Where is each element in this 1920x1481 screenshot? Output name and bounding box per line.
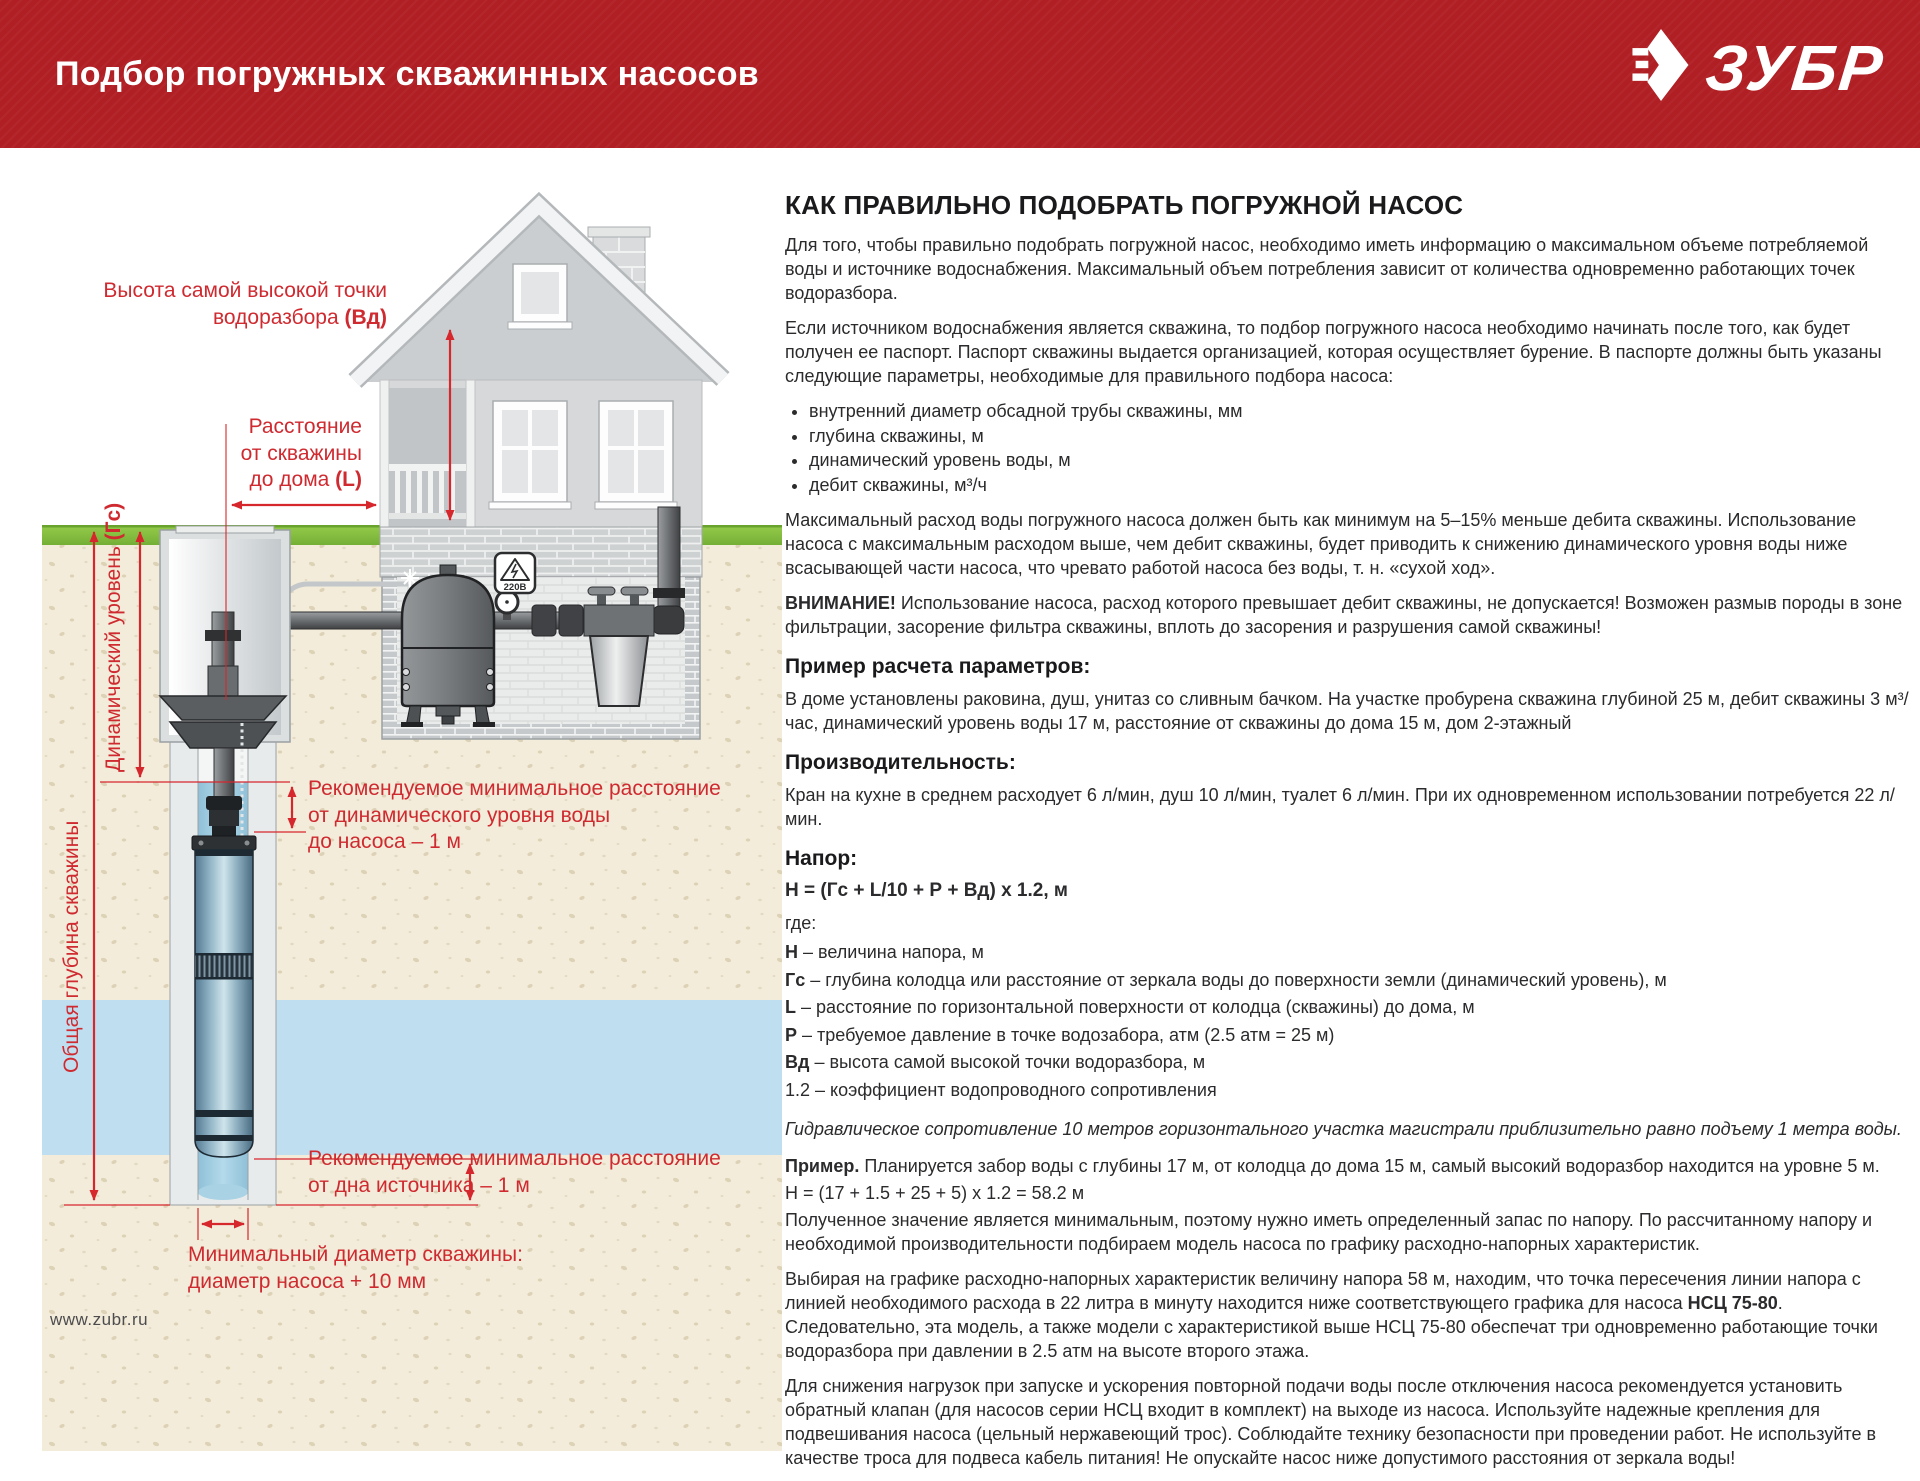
list-item: • динамический уровень воды, м: [809, 448, 1912, 473]
paragraph-intro: Для того, чтобы правильно подобрать погружной насос, необходимо иметь информацию о максимальном объеме потребляемой воды и источнике водоснабжения. Максимальный объем потребления зависит от количества одновременно работающих точек водоразбора.: [785, 235, 1869, 303]
label-total-depth: [58, 788, 85, 1106]
definition-term: L: [785, 997, 796, 1017]
label-line: Рекомендуемое минимальное расстояние: [308, 777, 721, 800]
list-item: • внутренний диаметр обсадной трубы скважины, мм: [809, 399, 1912, 424]
definition-row: [785, 996, 1912, 1020]
voltage-warning-sign: [495, 553, 535, 593]
label-dynamic-level: [100, 502, 127, 772]
label-min-diameter: [188, 1242, 523, 1295]
section-heading-head: Напор:: [785, 847, 858, 870]
paragraph-passport: Если источником водоснабжения является скважина, то подбор погружного насоса необходимо начинать после того, как будет получен ее паспорт. Паспорт скважины выдается организацией, которая осуществляет бурение. В паспорте должны быть указаны следующие параметры, необходимые для правильного подбора насоса:: [785, 318, 1882, 386]
site-url: [50, 1310, 148, 1330]
label-line: Динамический уровень: [102, 540, 125, 772]
pressure-tank: [401, 565, 495, 727]
paragraph-example-calc: В доме установлены раковина, душ, унитаз со сливным бачком. На участке пробурена скважина глубиной 25 м, дебит скважины 3 м³/час, динамический уровень воды 17 м, расстояние от скважины до дома 15 м, дом 2-этажный: [785, 689, 1909, 733]
example-text: Планируется забор воды с глубины 17 м, от колодца до дома 15 м, самый высокий водоразбор находится на уровне 5 м.: [859, 1156, 1880, 1176]
pump-intake-screen: [195, 955, 253, 977]
definition-text: – расстояние по горизонтальной поверхности от колодца (скважины) до дома, м: [796, 997, 1475, 1017]
article-column: [785, 190, 1912, 1481]
definition-row: [785, 1079, 1912, 1103]
label-min-distance-from-bottom: [308, 1146, 721, 1199]
voltage-sign-label: 220В: [503, 582, 527, 593]
label-line: Минимальный диаметр скважины:: [188, 1243, 523, 1266]
label-line: диаметр насоса + 10 мм: [188, 1269, 427, 1293]
label-line: Расстояние: [248, 415, 362, 438]
model-choice-text: . Следовательно, эта модель, а также модели с характеристикой выше НСЦ 75-80 обеспечат три одновременно работающие точки водоразбора при давлении в 2.5 атм на высоте второго этажа.: [785, 1293, 1878, 1361]
warning-text: Использование насоса, расход которого превышает дебит скважины, не допускается! Возможен размыв породы в зоне фильтрации, засорение фильтра скважины, вплоть до засорения и разрушения самой скважины!: [785, 593, 1903, 637]
definition-text: – высота самой высокой точки водоразбора, м: [809, 1052, 1206, 1072]
label-gs-symbol: (Гс): [102, 502, 125, 541]
label-line: до дома: [249, 468, 336, 491]
well: [160, 526, 290, 1205]
definition-term: Р: [785, 1024, 798, 1045]
foundation: [380, 527, 702, 577]
pipe-union: [532, 605, 556, 636]
label-min-distance-from-level: [308, 776, 721, 856]
label-line: от динамического уровня воды: [308, 803, 611, 827]
label-line: водоразбора: [213, 305, 345, 329]
window-right: [595, 401, 677, 509]
window-left: [489, 401, 571, 509]
label-line: до насоса – 1 м: [308, 830, 461, 853]
warning-label: ВНИМАНИЕ!: [785, 593, 896, 613]
paragraph-model-choice: [785, 1267, 1912, 1363]
label-highest-point: [97, 278, 387, 331]
definition-text: – глубина колодца или расстояние от зеркала воды до поверхности земли (динамический уровень), м: [805, 969, 1667, 990]
section-heading-performance: Производительность:: [785, 751, 1016, 774]
label-line: от скважины: [240, 441, 362, 465]
definition-row: [785, 969, 1912, 993]
label-line: Высота самой высокой точки: [103, 279, 387, 302]
definition-term: Гс: [785, 969, 806, 990]
section-heading-example-calc: Пример расчета параметров:: [785, 655, 1091, 678]
definition-text: – требуемое давление в точке водозабора, атм (2.5 атм = 25 м): [797, 1024, 1335, 1045]
site-url-text: www.zubr.ru: [50, 1310, 149, 1329]
submersible-pump: [192, 796, 256, 1157]
definition-term: Вд: [785, 1052, 810, 1072]
example-formula: Н = (17 + 1.5 + 25 + 5) x 1.2 = 58.2 м: [785, 1183, 1085, 1203]
definition-term: Н: [785, 942, 798, 962]
pipe-union: [559, 605, 583, 636]
paragraph-max-flow: Максимальный расход воды погружного насоса должен быть как минимум на 5–15% меньше дебита скважины. Использование насоса с максимальным расходом выше, чем дебит скважины, будет приводить к снижению динамического уровня воды ниже всасывающей части насоса, что чревато работой насоса без воды, т. н. «сухой ход».: [785, 510, 1857, 578]
pump-model-name: НСЦ 75-80: [1687, 1293, 1778, 1313]
example-label: Пример.: [785, 1156, 860, 1176]
where-label: где:: [785, 913, 817, 933]
label-distance-to-house: [162, 414, 362, 494]
label-line: от дна источника – 1 м: [308, 1173, 530, 1197]
paragraph-performance: Кран на кухне в среднем расходует 6 л/мин, душ 10 л/мин, туалет 6 л/мин. При их одновременном использовании потребуется 22 л/мин.: [785, 785, 1895, 829]
definition-text: – величина напора, м: [798, 942, 984, 962]
list-item: • дебит скважины, м³/ч: [809, 473, 1912, 498]
attic-window: [508, 264, 572, 329]
label-line: Рекомендуемое минимальное расстояние: [308, 1147, 721, 1170]
model-choice-text: Выбирая на графике расходно-напорных характеристик величину напора 58 м, находим, что точка пересечения линии напора с линией необходимого расхода в 22 литра в минуту находится ниже соответствующего графика для насоса: [785, 1269, 1861, 1313]
zubr-logo: [1632, 28, 1888, 107]
brand-name: ЗУБР: [1702, 31, 1888, 104]
article-heading: КАК ПРАВИЛЬНО ПОДОБРАТЬ ПОГРУЖНОЙ НАСОС: [785, 190, 1464, 220]
page-title: Подбор погружных скважинных насосов: [55, 55, 759, 93]
definition-row: [785, 1051, 1912, 1075]
paragraph-example: [785, 1154, 1912, 1178]
well-installation-diagram: [42, 160, 782, 1291]
paragraph-result: Полученное значение является минимальным, поэтому нужно иметь определенный запас по напору. По рассчитанному напору и необходимой производительности подбираем модель насоса по графику расходно-напорных характеристик.: [785, 1210, 1873, 1254]
label-l-symbol: (L): [335, 468, 362, 491]
paragraph-warning: [785, 591, 1912, 639]
header-banner: [0, 0, 1920, 148]
definition-row: [785, 1024, 1912, 1048]
balcony-rail: [389, 464, 466, 471]
definition-term: 1.2: [785, 1079, 811, 1100]
well-passport-params-list: [791, 399, 1912, 497]
list-item: • глубина скважины, м: [809, 424, 1912, 449]
definition-row: [785, 941, 1912, 965]
paragraph-safety: Для снижения нагрузок при запуске и ускорения повторной подачи воды после отключения насоса рекомендуется установить обратный клапан (для насосов серии НСЦ входит в комплект) на выходе из насоса. Используйте надежные крепления для подвешивания насоса (цельный нержавеющий трос). Соблюдайте технику безопасности при проведении работ. Не используйте в качестве троса для подвеса кабель питания! Не опускайте насос ниже допустимого расстояния от зеркала воды!: [785, 1376, 1877, 1468]
definition-text: – коэффициент водопроводного сопротивления: [810, 1079, 1217, 1100]
label-vd-symbol: (Вд): [344, 305, 387, 329]
zubr-arrow-icon: [1632, 28, 1690, 107]
aquifer-layer: [42, 1000, 782, 1155]
label-line: Общая глубина скважины: [60, 820, 83, 1074]
hydraulic-note: Гидравлическое сопротивление 10 метров горизонтального участка магистрали приблизительно равно подъему 1 метра воды.: [785, 1119, 1902, 1139]
head-formula: Н = (Гс + L/10 + Р + Вд) x 1.2, м: [785, 880, 1068, 901]
